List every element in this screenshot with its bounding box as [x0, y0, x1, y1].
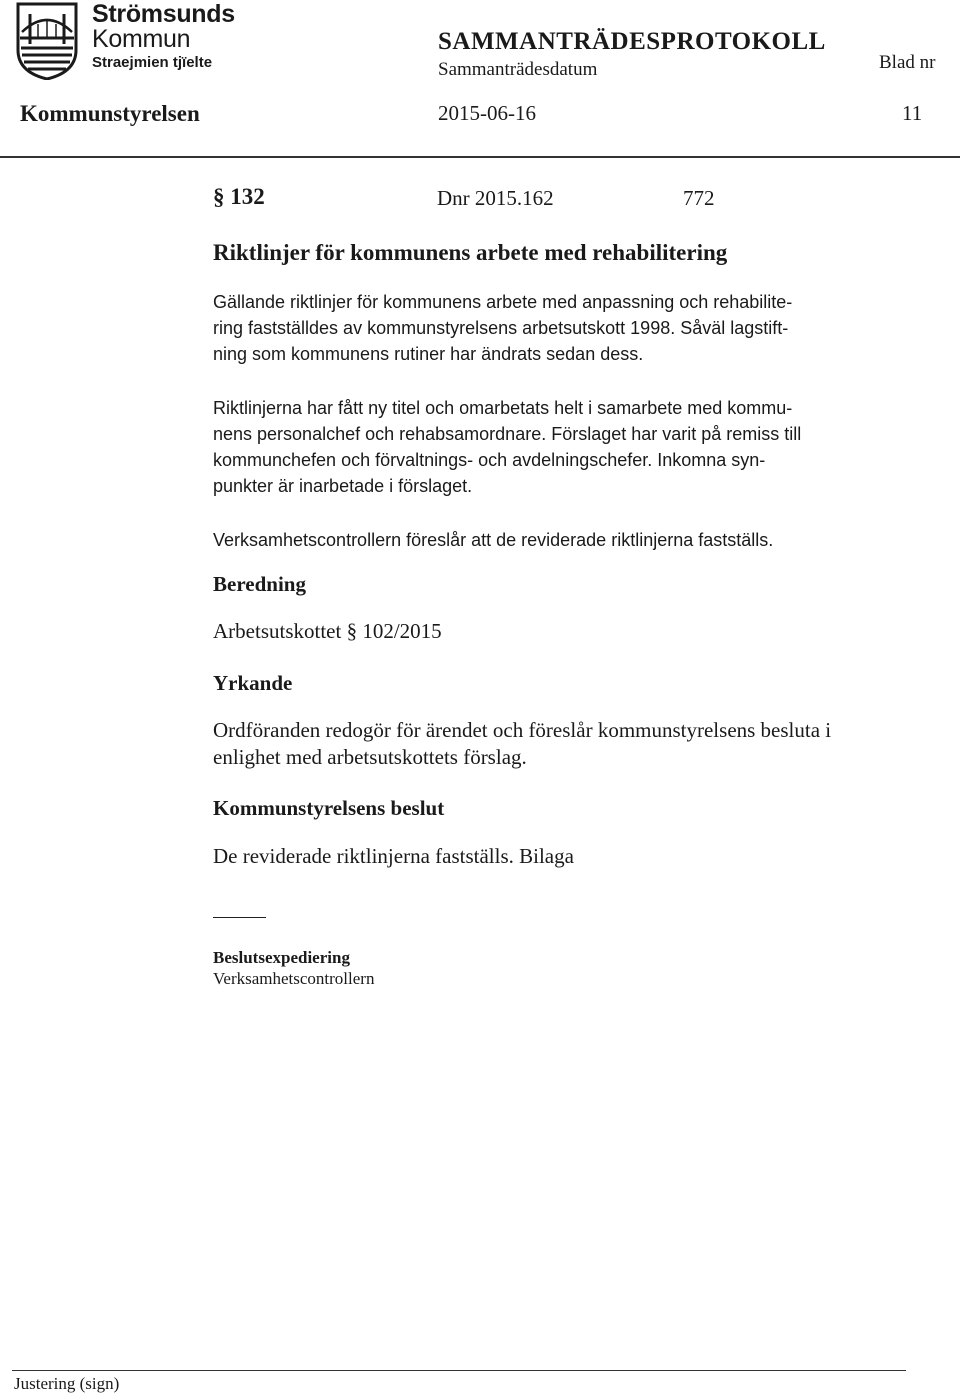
diary-reference: 772	[683, 186, 715, 210]
decision-text: De reviderade riktlinjerna fastställs. Bilaga	[213, 844, 574, 868]
distribution-heading: Beslutsexpediering	[213, 948, 350, 967]
item-title: Riktlinjer för kommunens arbete med rehabilitering	[213, 240, 728, 265]
bridge-crest-icon	[16, 2, 78, 80]
text-line: Ordföranden redogör för ärendet och föreslår kommunstyrelsens besluta i	[213, 718, 832, 742]
page-number-label: Blad nr	[879, 52, 936, 73]
logo-line-2: Kommun	[92, 25, 191, 53]
text-line: Riktlinjerna har fått ny titel och omarbetats helt i samarbete med kommu-	[213, 398, 793, 418]
text-line: punkter är inarbetade i förslaget.	[213, 476, 473, 496]
footer-divider	[12, 1370, 906, 1371]
text-line: kommunchefen och förvaltnings- och avdelningschefer. Inkomna syn-	[213, 450, 766, 470]
signature-label: Justering (sign)	[14, 1374, 120, 1393]
logo-line-3: Straejmien tjïelte	[92, 54, 213, 71]
page-number: 11	[902, 101, 923, 125]
proposal-paragraph: Verksamhetscontrollern föreslår att de reviderade riktlinjerna fastställs.	[213, 530, 774, 550]
diary-number: Dnr 2015.162	[437, 186, 554, 210]
text-line: ning som kommunens rutiner har ändrats sedan dess.	[213, 344, 644, 364]
distribution-recipient: Verksamhetscontrollern	[213, 969, 375, 988]
beredning-reference: Arbetsutskottet § 102/2015	[213, 619, 442, 643]
meeting-date-label: Sammanträdesdatum	[438, 59, 598, 80]
decision-heading: Kommunstyrelsens beslut	[213, 796, 445, 820]
header-divider	[0, 156, 960, 158]
paragraph-number: § 132	[213, 184, 265, 209]
protocol-title: SAMMANTRÄDESPROTOKOLL	[438, 28, 826, 55]
organ-name: Kommunstyrelsen	[20, 101, 200, 126]
text-line: ring fastställdes av kommunstyrelsens arbetsutskott 1998. Såväl lagstift-	[213, 318, 789, 338]
separator-line	[213, 917, 266, 918]
revision-paragraph	[213, 395, 913, 499]
background-paragraph	[213, 289, 913, 367]
text-line: enlighet med arbetsutskottets förslag.	[213, 745, 527, 769]
yrkande-paragraph	[213, 717, 913, 771]
text-line: Gällande riktlinjer för kommunens arbete med anpassning och rehabilite-	[213, 292, 793, 312]
beredning-heading: Beredning	[213, 572, 306, 596]
logo-line-1: Strömsunds	[92, 0, 235, 28]
text-line: nens personalchef och rehabsamordnare. Förslaget har varit på remiss till	[213, 424, 802, 444]
municipality-logo	[16, 0, 235, 82]
meeting-date: 2015-06-16	[438, 101, 536, 125]
yrkande-heading: Yrkande	[213, 671, 293, 695]
